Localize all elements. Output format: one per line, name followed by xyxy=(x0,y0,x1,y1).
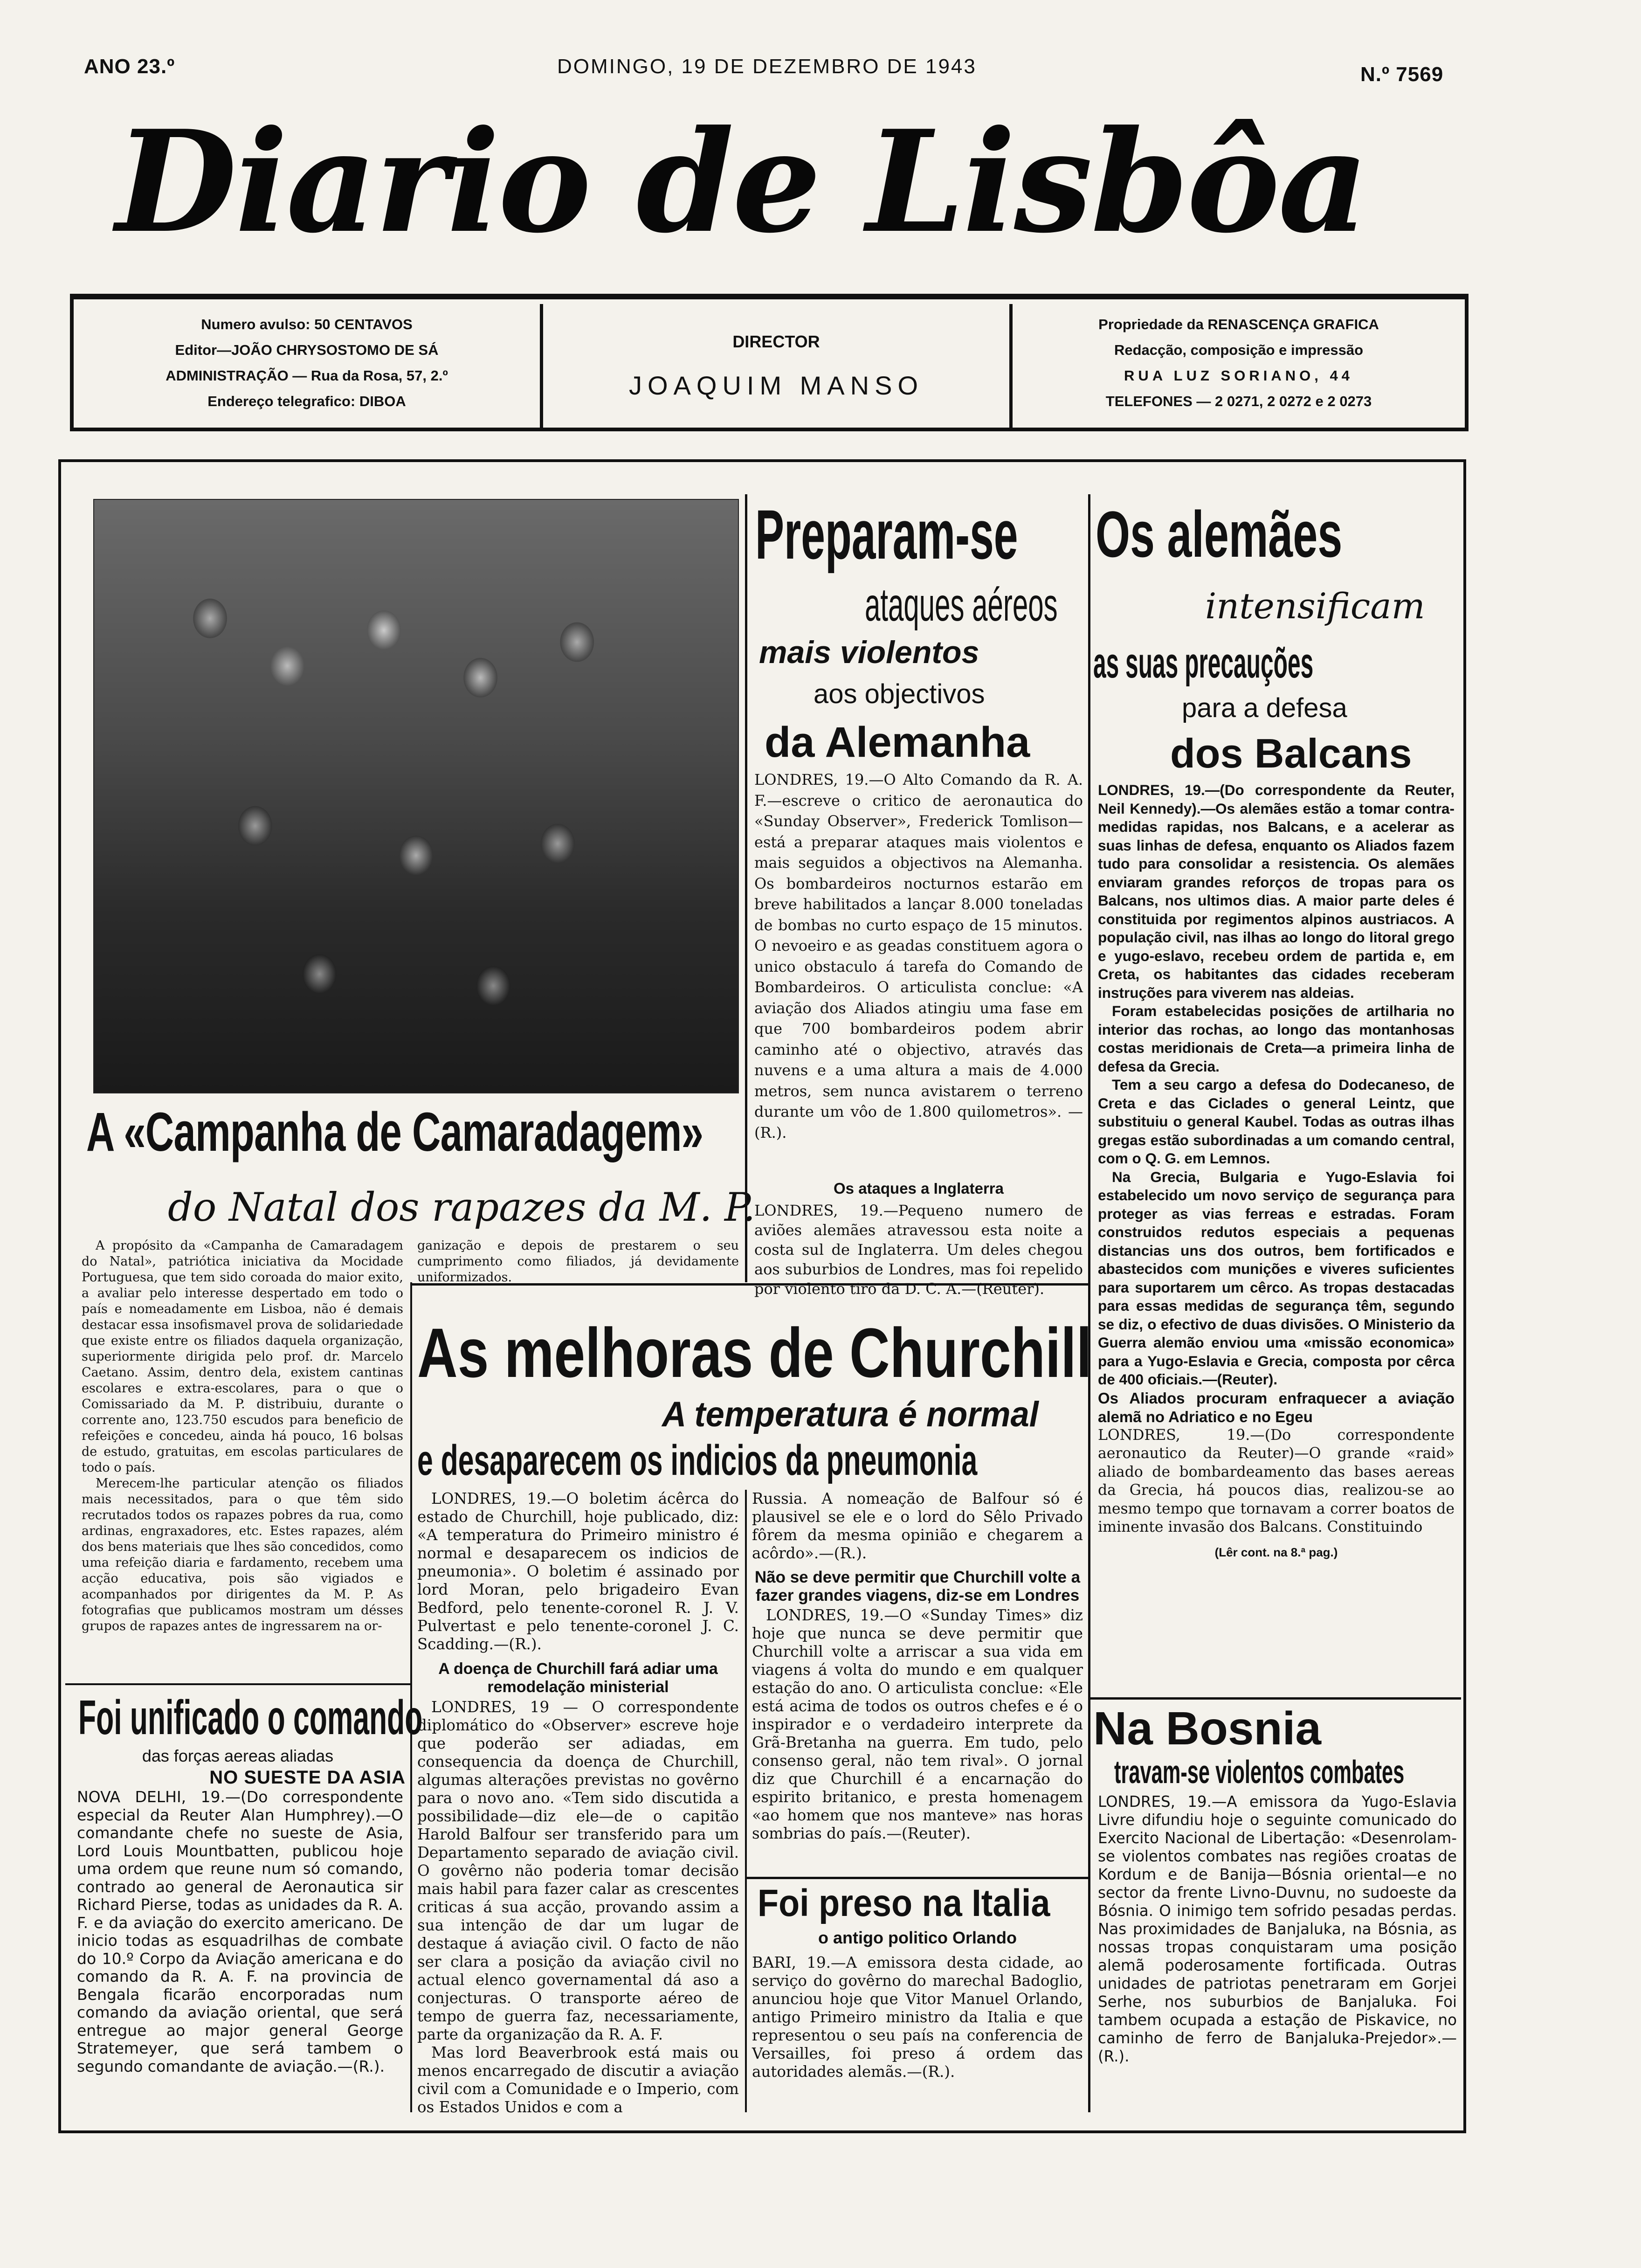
bosnia-body: LONDRES, 19.—A emissora da Yugo-Eslavia Livre difundiu hoje o seguinte comunicado do Exercito Nacional de Libertação: «Desenrolam-se violentos combates nas regiões croatas de Kordum e de Banija—Bósnia oriental—e no sector da frente Livno-Duvnu, no sudoeste da Bósnia. O inimigo tem sofrido pesadas perdas. Nas proximidades de Banjaluka, na Bósnia, as nossas tropas conquistaram uma posição alemã poderosamente fortificada. Outras unidades de patriotas penetraram em Gorjei Serhe, nos suburbios de Banjaluka. Foi tambem ocupada a estação de Piskavice, no caminho de ferro de Banjaluka-Prejedor».—(R.). xyxy=(1098,1793,1457,2065)
alemaes-h4: para a defesa xyxy=(1182,693,1347,723)
italia-h2: o antigo politico Orlando xyxy=(818,1928,1017,1947)
info-left xyxy=(74,299,540,428)
preparam-h3: mais violentos xyxy=(759,635,979,670)
director-name: JOAQUIM MANSO xyxy=(628,371,924,400)
phones-line: TELEFONES — 2 0271, 2 0272 e 2 0273 xyxy=(1105,393,1372,409)
comando-h3: NO SUESTE DA ASIA xyxy=(209,1767,406,1788)
campanha-col1-p2: Merecem-lhe particular atenção os filiados mais necessitados, para o que têm sido recrutados todos os rapazes pobres da rua, como ardinas, engraxadores, etc. Estes rapazes, além dos bens materiais que lhes são concedidos, como uma refeição diaria e fardamento, recebem uma acção educativa, pois são vigiados e acompanhados por dirigentes da M. P. As fotografias que publicamos mostram um désses grupos de rapazes antes de ingressarem na or- xyxy=(82,1476,403,1633)
alemaes-p5: LONDRES, 19.—(Do correspondente aeronautico da Reuter)—O grande «raid» aliado de bombardeamento das bases aereas da Grecia, há poucos dias, realizou-se ao mesmo tempo que tornavam a correr boatos de iminente invasão dos Balcans. Constituindo xyxy=(1098,1426,1455,1535)
churchill-h1: As melhoras de Churchill xyxy=(417,1314,1092,1392)
alemaes-p3: Tem a seu cargo a defesa do Dodecaneso, de Creta e das Ciclades o general Leintz, que substituiu o general Kaubel. Todas as outras ilhas gregas estão subordinadas a um comando central, com o Q. G. em Lemnos. xyxy=(1098,1076,1455,1167)
date-label: DOMINGO, 19 DE DEZEMBRO DE 1943 xyxy=(557,55,977,78)
churchill-col1-p2: LONDRES, 19 — O correspondente diplomático do «Observer» escreve hoje que poderão ser adiadas, em consequencia da doença de Churchill, algumas alterações previstas no govêrno para o novo ano. «Tem sido discutida a possibilidade—diz ele—de o capitão Harold Balfour ser transferido para um Departamento separado de aviação civil. O govêrno não poderia tomar decisão mais habil para fazer calar as crescentes criticas á sua acção, provando assim a sua intenção de dar um lugar de destaque á aviação civil. O facto de não ser clara a posição da aviação civil no actual elenco governamental dá aso a conjecturas. O transporte aéreo de tempo de guerra faz, necessariamente, parte da organização da R. A. F. xyxy=(417,1698,739,2043)
info-box xyxy=(70,294,1469,431)
address-line: RUA LUZ SORIANO, 44 xyxy=(1124,367,1353,384)
preparam-h5: da Alemanha xyxy=(765,719,1030,766)
alemaes-p1: LONDRES, 19.—(Do correspondente da Reuter, Neil Kennedy).—Os alemães estão a tomar contra-medidas rapidas, nos Balcans, e a acelerar as suas linhas de defesa, enquanto os Aliados fazem tudo para consolidar a resistencia. Os alemães enviaram grandes reforços de tropas para os Balcans, nos ultimos dias. A maior parte deles é constituida por regimentos alpinos austriacos. A população civil, nas ilhas ao longo do litoral grego e yugo-eslavo, recebeu ordem de partida e, em Creta, os habitantes das cidades receberam instruções para viverem nas aldeias. xyxy=(1098,781,1455,1001)
churchill-sub2: Não se deve permitir que Churchill volte a fazer grandes viagens, diz-se em Londres xyxy=(754,1568,1081,1604)
rule-churchill-mid xyxy=(745,1490,747,2112)
alemaes-h1: Os alemães xyxy=(1096,498,1343,571)
alemaes-sub: Os Aliados procuram enfraquecer a aviação alemã no Adriatico e no Egeu xyxy=(1098,1389,1455,1425)
price-line: Numero avulso: 50 CENTAVOS xyxy=(201,316,413,332)
comando-body: NOVA DELHI, 19.—(Do correspondente especial da Reuter Alan Humphrey).—O comandante chefe no sueste de Asia, Lord Louis Mountbatten, publicou hoje uma ordem que reune num só comando, contrado ao general de Aeronautica sir Richard Pierse, todas as unidades da R. A. F. e da aviação do exercito americano. De inicio todas as esquadrilhas de combate do 10.º Corpo da Aviação americana e do comando da R. A. F. na provincia de Bengala ficarão encorporadas num comando da aviação oriental, que será entregue ao major general George Stratemeyer, que será tambem o segundo comandante de aviação.—(R.). xyxy=(77,1788,403,2075)
churchill-col2 xyxy=(752,1490,1083,1872)
churchill-h3: e desaparecem os indicios da pneumonia xyxy=(417,1437,978,1484)
campanha-col1 xyxy=(82,1238,403,1667)
year-label: ANO 23.º xyxy=(84,55,175,78)
churchill-col2-p1: Russia. A nomeação de Balfour só é plausivel se ele e o lord do Sêlo Privado fôrem da mesma opinião e chegarem a acôrdo».—(R.). xyxy=(752,1490,1083,1562)
alemaes-h3: as suas precauções xyxy=(1093,639,1314,687)
director-label: DIRECTOR xyxy=(732,332,820,351)
preparam-body: LONDRES, 19.—O Alto Comando da R. A. F.—escreve o critico de aeronautica do «Sunday Observer», Frederick Tomlison—está a preparar ataques mais violentos e mais seguidos a objectivos na Alemanha. Os bombardeiros nocturnos estarão em breve habilitados a lançar 8.000 toneladas de bombas no curto espaço de 15 minutos. O nevoeiro e as geadas constituem agora o unico obstaculo á tarefa do Comando de Bombardeiros. O articulista conclue: «A aviação dos Aliados atingiu uma fase em que 700 bombardeiros podem abrir caminho até o objectivo, através das nuvens e a uma altura a mais de 4.000 metros, sem nunca avistarem o terreno durante um vôo de 1.800 quilometros». —(R.). xyxy=(754,771,1083,1141)
churchill-col2-p2: LONDRES, 19.—O «Sunday Times» diz hoje que nunca se deve permitir que Churchill volte a arriscar a sua vida em viagens á volta do mundo e em qualquer estação do ano. O articulista conclue: «Ele está acima de todos os outros chefes e é o inspirador e o verdadeiro interprete da Grã-Bretanha na guerra. Em tudo, pelo consenso geral, não tem rival». O jornal diz que Churchill é a encarnação do espirito britanico, e presta homenagem «ao homem que nos manteve» nas horas sombrias do país.—(Reuter). xyxy=(752,1606,1083,1842)
campanha-subhead: do Natal dos rapazes da M. P. xyxy=(168,1184,756,1230)
preparam-sub: Os ataques a Inglaterra xyxy=(834,1180,1004,1197)
churchill-col1-p3: Mas lord Beaverbrook está mais ou menos encarregado de discutir a aviação civil com a Comunidade e o Imperio, com os Estados Unidos e com a xyxy=(417,2044,739,2116)
churchill-col1-p1: LONDRES, 19.—O boletim ácêrca do estado de Churchill, hoje publicado, diz: «A temperatura do Primeiro ministro é normal e desaparecem os indicios de pneumonia». O boletim é assinado por lord Moran, pelo brigadeiro Evan Bedford, pelo tenente-coronel R. J. V. Pulvertast e pelo tenente-coronel J. C. Scadding.—(R.). xyxy=(417,1490,739,1653)
rule-photo-right xyxy=(745,494,747,1282)
bosnia-h2: travam-se violentos combates xyxy=(1114,1754,1405,1790)
telegraph-line: Endereço telegrafico: DIBOA xyxy=(207,393,406,409)
rule-italia-top xyxy=(745,1877,1089,1879)
rule-bosnia-top xyxy=(1088,1697,1461,1700)
alemaes-p4: Na Grecia, Bulgaria e Yugo-Eslavia foi estabelecido um novo serviço de segurança para proteger as vias ferreas e estradas. Foram construidos redutos especiais a pequenas distancias uns dos outros, bem fortificados e abastecidos com munições e viveres suficientes para suportarem um cêrco. As tropas destacadas para essas medidas de segurança têm, segundo se diz, o efectivo de duas divisões. O Ministerio da Guerra alemão enviou uma «missão economica» para a Yugo-Eslavia e Grecia, composta por cêrca de 400 oficiais.—(Reuter). xyxy=(1098,1168,1455,1388)
campanha-col2: ganização e depois de prestarem o seu cumprimento como filiados, já devidamente uniformizados. xyxy=(417,1238,739,1285)
rule-comando-top xyxy=(65,1683,410,1685)
alemaes-body xyxy=(1098,781,1455,1683)
italia-body: BARI, 19.—A emissora desta cidade, ao serviço do govêrno do marechal Badoglio, anunciou hoje que Vitor Manuel Orlando, antigo Primeiro ministro da Italia e que representou o seu país na conferencia de Versailles, foi preso á ordem das autoridades alemãs.—(R.). xyxy=(752,1954,1083,2081)
info-divider-right xyxy=(1009,304,1013,428)
alemaes-h2: intensificam xyxy=(1205,585,1425,627)
comando-h2: das forças aereas aliadas xyxy=(142,1746,334,1765)
preparam-h1: Preparam-se xyxy=(755,495,1018,574)
alemaes-h5: dos Balcans xyxy=(1170,730,1412,776)
bosnia-h1: Na Bosnia xyxy=(1093,1702,1322,1755)
issue-number: N.º 7569 xyxy=(1360,63,1444,86)
rule-mid-right xyxy=(1088,494,1090,2112)
churchill-sub1: A doença de Churchill fará adiar uma remodelação ministerial xyxy=(438,1660,718,1696)
preparam-h2: ataques aéreos xyxy=(865,579,1058,631)
italia-h1: Foi preso na Italia xyxy=(758,1882,1050,1924)
campanha-headline: A «Campanha de Camaradagem» xyxy=(86,1101,703,1163)
preparam-h4: aos objectivos xyxy=(814,679,985,709)
info-divider-left xyxy=(540,304,543,428)
owner-line: Propriedade da RENASCENÇA GRAFICA xyxy=(1098,316,1379,332)
alemaes-p2: Foram estabelecidas posições de artilharia no interior das rochas, ao longo das montanhosas costas meridionais de Creta—a primeira linha de defesa da Grecia. xyxy=(1098,1003,1455,1075)
editor-line: Editor—JOÃO CHRYSOSTOMO DE SÁ xyxy=(175,342,439,358)
campanha-col1-p1: A propósito da «Campanha de Camaradagem do Natal», patriótica iniciativa da Mocidade Portuguesa, que tem sido coroada do maior exito, a avaliar pelo interesse despertado em todo o país e nomeadamente em Lisboa, não é demais destacar essa insofismavel prova de solidariedade que existe entre os filiados daquela organização, superiormente dirigida pelo prof. dr. Marcelo Caetano. Assim, dentro dela, existem cantinas escolares e extra-escolares, para o que o Comissariado da M. P. distribuiu, durante o corrente ano, 123.750 escudos para beneficio de refeições e concedeu, ainda há pouco, 16 bolsas de estudo, gratuitas, em escolas particulares de todo o país. xyxy=(82,1238,403,1475)
preparam-body2: LONDRES, 19.—Pequeno numero de aviões alemães atravessou esta noite a costa sul de Inglaterra. Um deles chegou aos suburbios de Londres, mas foi repelido por violento tiro da D. C. A.—(Reuter). xyxy=(754,1202,1083,1298)
masthead-title: Diario de Lisbôa xyxy=(115,99,1367,264)
churchill-col1 xyxy=(417,1490,739,2116)
info-center xyxy=(543,299,1009,428)
comando-h1: Foi unificado o comando xyxy=(78,1691,423,1745)
churchill-h2: A temperatura é normal xyxy=(662,1395,1039,1434)
info-right xyxy=(1013,299,1465,428)
alemaes-cont: (Lêr cont. na 8.ª pag.) xyxy=(1214,1545,1338,1559)
redaction-line: Redacção, composição e impressão xyxy=(1114,342,1364,358)
administration-line: ADMINISTRAÇÃO — Rua da Rosa, 57, 2.º xyxy=(165,367,448,384)
photo-mp-boys xyxy=(93,499,739,1093)
